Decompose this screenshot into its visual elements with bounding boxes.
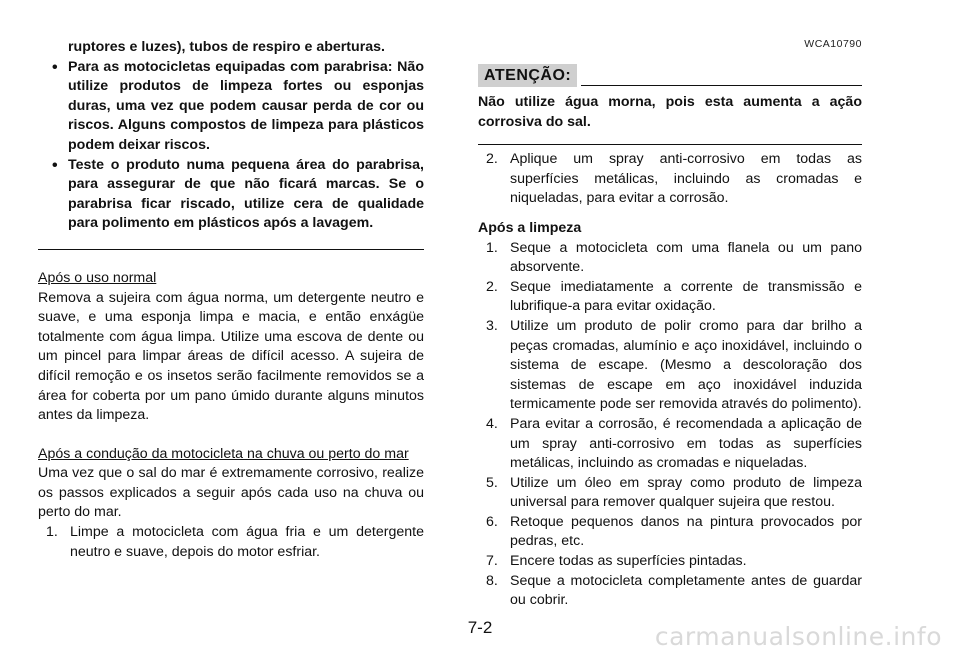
list-item xyxy=(478,415,862,474)
list-item xyxy=(478,474,862,513)
bullet-item-test-product: • Teste o produto numa pequena área do parabrisa, para assegurar de que não ficará marcas. Se o parabrisa ficar riscado, utilize cera de qualidade para polimento em plásticos após a lavagem. xyxy=(38,156,424,234)
list-item xyxy=(478,317,862,415)
list-item-number: 1. xyxy=(486,239,498,256)
section-title-after-cleaning: Após a limpeza xyxy=(478,219,582,236)
list-item-text: Seque a motocicleta com uma flanela ou um pano absorvente. xyxy=(510,239,862,276)
list-item xyxy=(478,513,862,552)
section-body-normal-use: Remova a sujeira com água norma, um detergente neutro e suave, e uma esponja limpa e macia, e então enxágüe totalmente com água limpa. Utilize uma escova de dente ou um pincel para limpar áreas de difícil acesso. A sujeira de difícil remoção e os insetos serão facilmente removidos se a área for coberta por um pano úmido durante alguns minutos antes da limpeza. xyxy=(38,289,424,424)
list-item-text: Seque imediatamente a corrente de transmissão e lubrifique-a para evitar oxidação. xyxy=(510,278,862,315)
right-column xyxy=(478,38,862,611)
list-item-text: Utilize um óleo em spray como produto de limpeza universal para remover qualquer sujeira que restou. xyxy=(510,474,862,511)
bullet-item-windshield: • Para as motocicletas equipadas com parabrisa: Não utilize produtos de limpeza fortes ou esponjas duras, uma vez que podem causar perda de cor ou riscos. Alguns compostos de limpeza para plásticos podem deixar riscos. xyxy=(38,58,424,156)
list-item-text: Para evitar a corrosão, é recomendada a aplicação de um spray anti-corrosivo em todas as superfícies metálicas, incluindo as cromadas e niqueladas. xyxy=(510,415,862,472)
left-column xyxy=(38,38,424,562)
watermark: carmanualsonline.info xyxy=(654,622,942,651)
page-number: 7-2 xyxy=(467,618,493,637)
warning-code: WCA10790 xyxy=(804,38,862,50)
list-item-text: Limpe a motocicleta com água fria e um detergente neutro e suave, depois do motor esfriar. xyxy=(70,524,424,560)
list-item-number: 4. xyxy=(486,415,498,432)
list-item-number: 2. xyxy=(486,151,498,168)
section-title-rain-sea: Após a condução da motocicleta na chuva ou perto do mar xyxy=(38,445,409,462)
list-item-number: 2. xyxy=(486,278,498,295)
attention-header xyxy=(478,64,862,87)
list-item xyxy=(478,552,862,572)
list-item-number: 7. xyxy=(486,553,498,570)
attention-label: ATENÇÃO: xyxy=(478,64,577,87)
section-title-normal-use: Após o uso normal xyxy=(38,269,157,286)
list-item xyxy=(478,150,862,209)
list-item-number: 1. xyxy=(46,524,58,541)
list-item xyxy=(478,239,862,278)
continued-bullet-text: ruptores e luzes), tubos de respiro e aberturas. xyxy=(68,39,385,55)
list-item xyxy=(38,523,424,562)
list-item-text: Retoque pequenos danos na pintura provocados por pedras, etc. xyxy=(510,513,862,550)
section-body-rain-sea: Uma vez que o sal do mar é extremamente corrosivo, realize os passos explicados a seguir após cada uso na chuva ou perto do mar. xyxy=(38,465,424,521)
list-item-number: 8. xyxy=(486,572,498,589)
list-item-number: 3. xyxy=(486,317,498,334)
list-item-text: Utilize um produto de polir cromo para dar brilho a peças cromadas, alumínio e aço inoxidável, incluindo o sistema de escape. (Mesmo a descoloração dos sistemas de escape em aço inoxidável induzida termicamente pode ser removida através do polimento). xyxy=(510,317,862,413)
list-item-text: Seque a motocicleta completamente antes de guardar ou cobrir. xyxy=(510,572,862,609)
list-item-text: Encere todas as superfícies pintadas. xyxy=(510,553,747,570)
attention-text: Não utilize água morna, pois esta aumenta a ação corrosiva do sal. xyxy=(478,94,862,130)
list-item xyxy=(478,278,862,317)
list-item-number: 6. xyxy=(486,513,498,530)
list-item xyxy=(478,572,862,611)
list-item-text: Aplique um spray anti-corrosivo em todas as superfícies metálicas, incluindo as cromadas e niqueladas, para evitar a corrosão. xyxy=(510,151,862,207)
divider-rule xyxy=(38,249,424,250)
list-item-number: 5. xyxy=(486,474,498,491)
attention-line xyxy=(581,85,862,86)
attention-end-rule xyxy=(478,144,862,145)
